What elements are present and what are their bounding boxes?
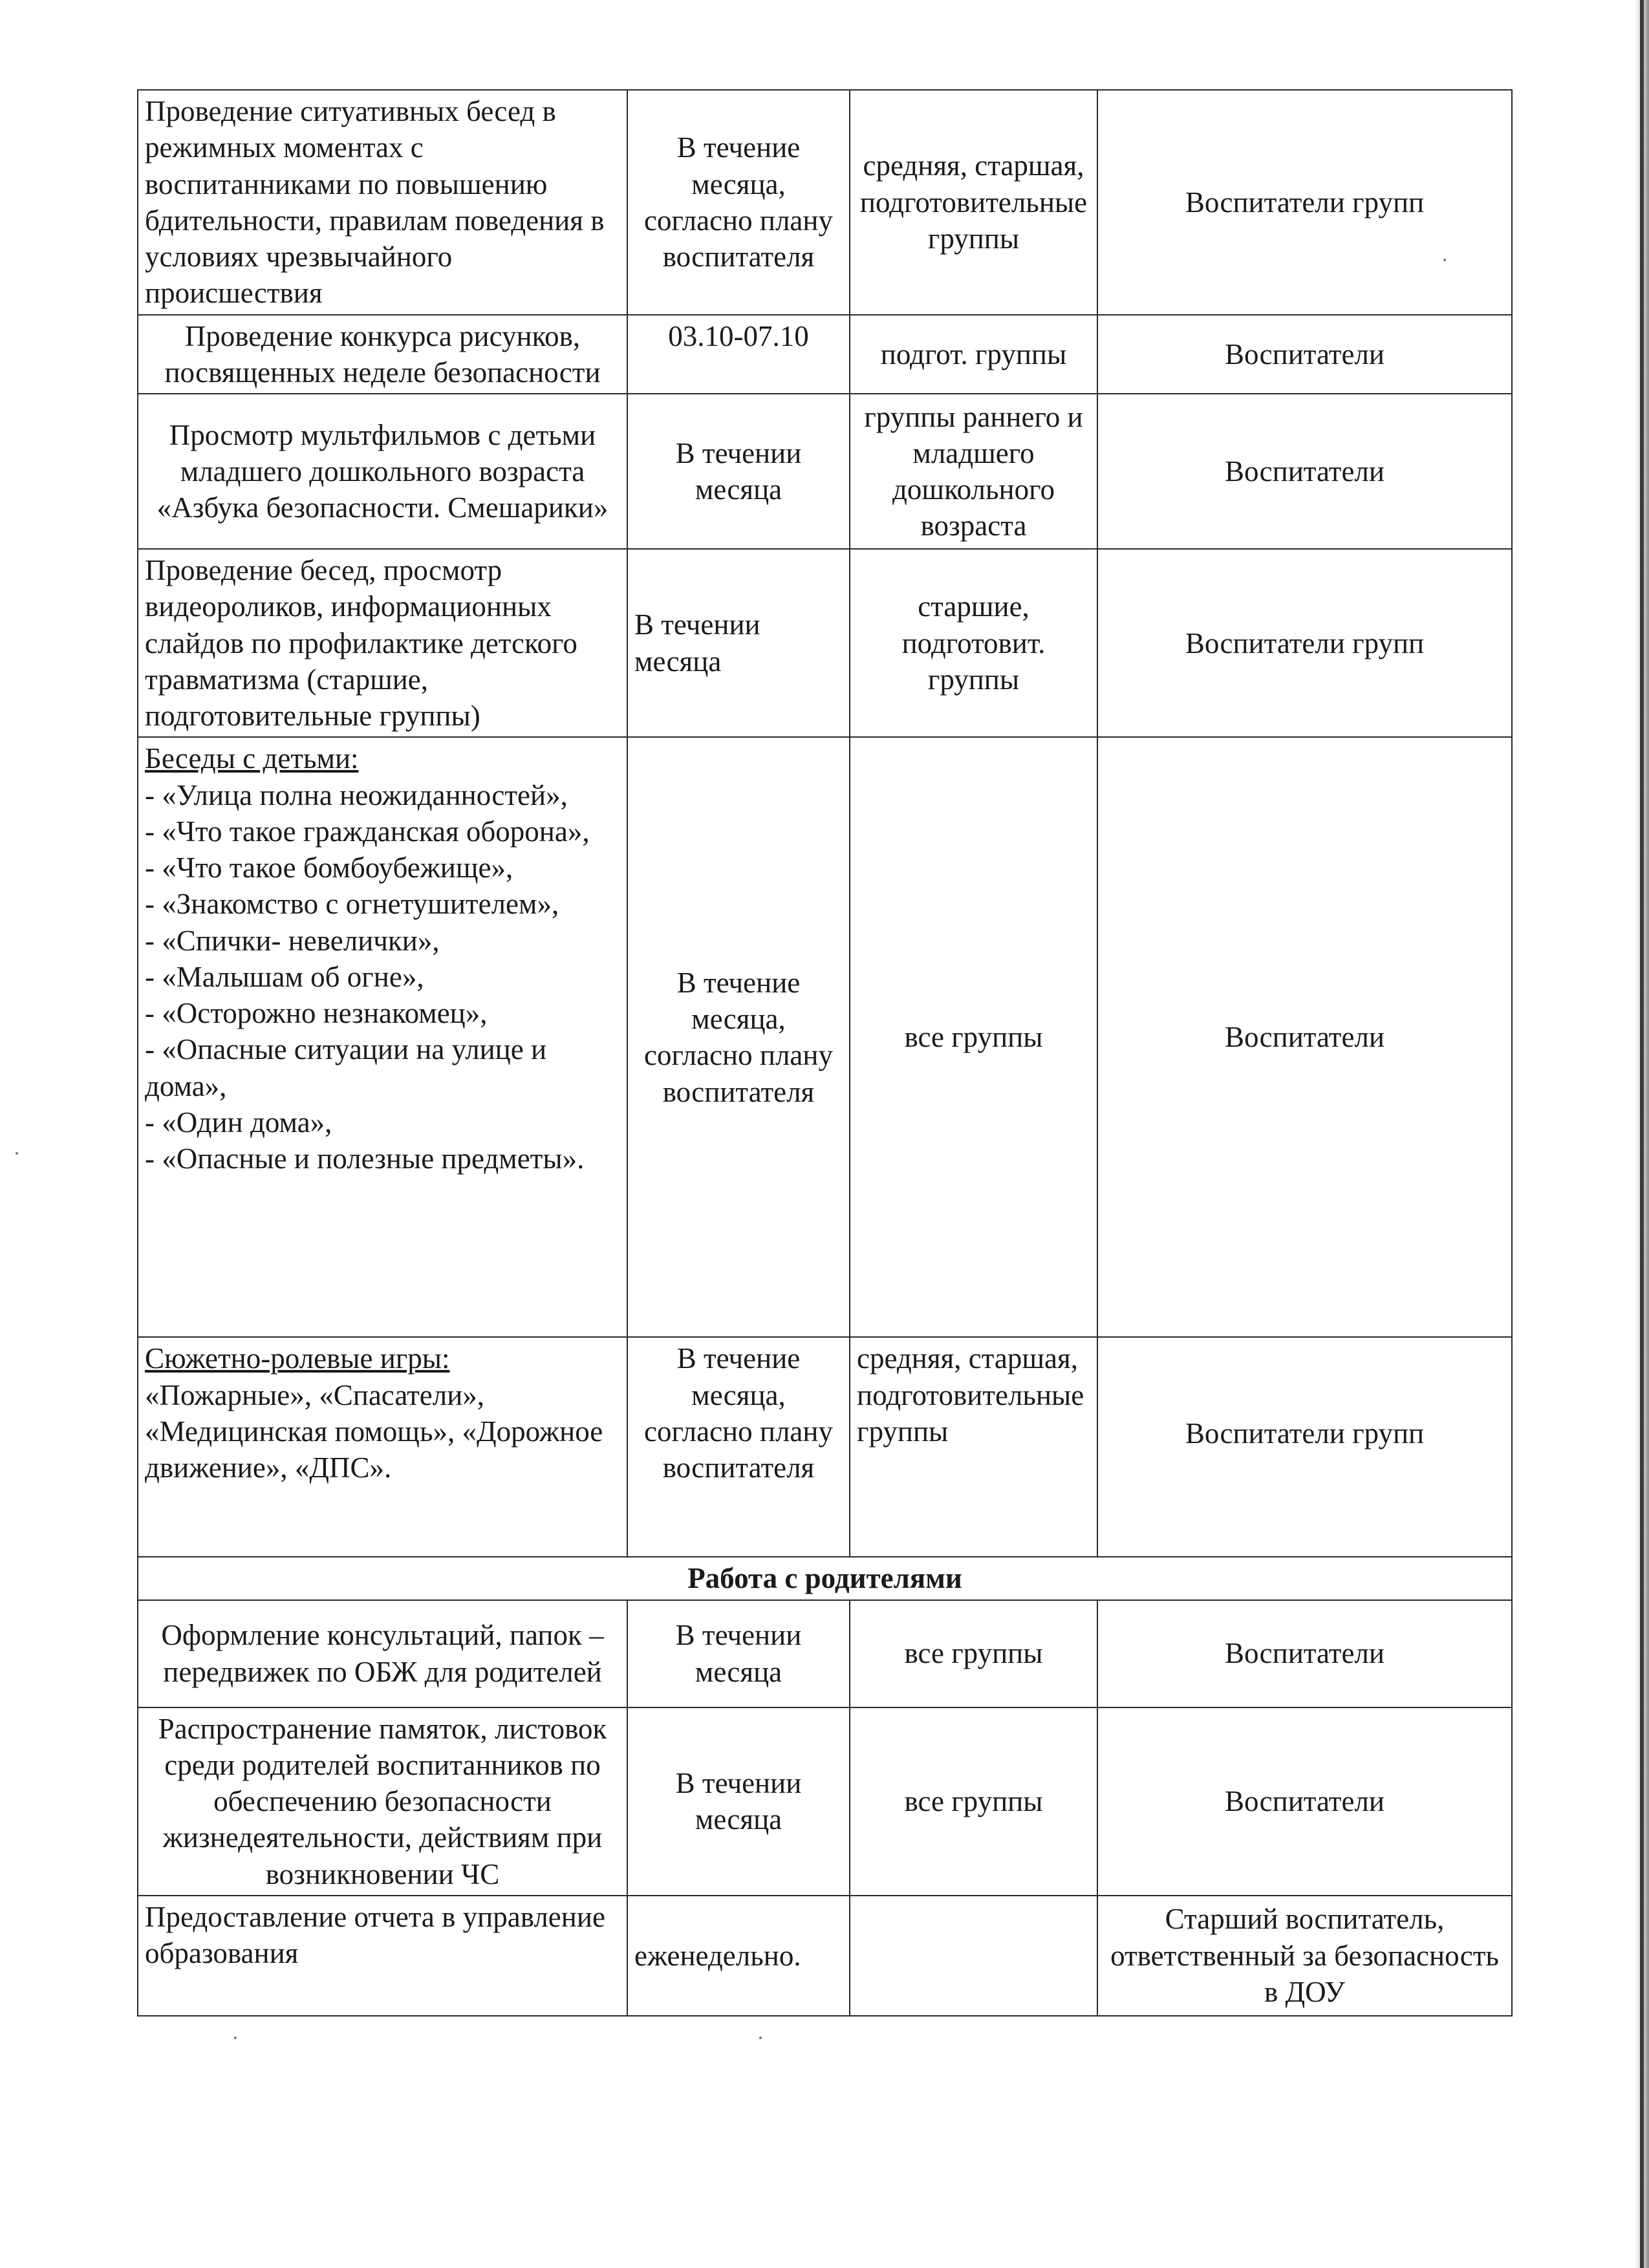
activity-cell: Распространение памяток, листовок среди родителей воспитанников по обеспечению безопасности жизнедеятельности, действиям при возникновении ЧС	[138, 1707, 627, 1896]
table-row	[138, 1337, 1512, 1557]
groups-cell: подгот. группы	[850, 315, 1097, 394]
list-item: - «Улица полна неожиданностей»,	[145, 778, 568, 811]
groups-cell: все группы	[850, 1707, 1097, 1896]
responsible-cell: Воспитатели	[1097, 1600, 1512, 1707]
list-item: - «Опасные и полезные предметы».	[145, 1142, 585, 1175]
date-cell: В течении месяца	[627, 1707, 850, 1896]
games-text: «Пожарные», «Спасатели», «Медицинская помощь», «Дорожное движение», «ДПС».	[145, 1378, 603, 1484]
activity-cell: Проведение конкурса рисунков, посвященных неделе безопасности	[138, 315, 627, 394]
table-row	[138, 1707, 1512, 1896]
games-cell	[138, 1337, 627, 1557]
list-item: - «Что такое бомбоубежище»,	[145, 851, 513, 884]
scan-speck	[759, 2037, 762, 2039]
scan-speck	[234, 2037, 237, 2039]
activity-cell: Оформление консультаций, папок – передвижек по ОБЖ для родителей	[138, 1600, 627, 1707]
activity-cell: Предоставление отчета в управление образования	[138, 1896, 627, 2016]
scan-speck	[16, 1152, 18, 1155]
list-item: - «Осторожно незнакомец»,	[145, 997, 488, 1029]
table-row	[138, 90, 1512, 315]
groups-cell	[850, 1896, 1097, 2016]
table-row	[138, 394, 1512, 549]
list-item: - «Спички- невелички»,	[145, 924, 440, 957]
date-cell: 03.10-07.10	[627, 315, 850, 394]
table-row	[138, 315, 1512, 394]
section-row	[138, 1557, 1512, 1599]
date-cell: В течение месяца, согласно плану воспитателя	[627, 1337, 850, 1557]
list-item: - «Что такое гражданская оборона»,	[145, 815, 590, 848]
list-item: - «Опасные ситуации на улице и дома»,	[145, 1033, 547, 1102]
groups-cell: группы раннего и младшего дошкольного возраста	[850, 394, 1097, 549]
responsible-cell: Воспитатели	[1097, 394, 1512, 549]
groups-cell: средняя, старшая, подготовительные группы	[850, 1337, 1097, 1557]
date-cell: В течение месяца, согласно плану воспитателя	[627, 90, 850, 315]
table-row	[138, 1896, 1512, 2016]
responsible-cell: Воспитатели	[1097, 1707, 1512, 1896]
section-title: Работа с родителями	[138, 1557, 1512, 1599]
list-item: - «Один дома»,	[145, 1106, 332, 1139]
responsible-cell: Воспитатели групп	[1097, 1337, 1512, 1557]
games-heading: Сюжетно-ролевые игры:	[145, 1342, 450, 1375]
activity-cell: Проведение ситуативных бесед в режимных моментах с воспитанниками по повышению бдительности, правилам поведения в условиях чрезвычайного происшествия	[138, 90, 627, 315]
list-item: - «Малышам об огне»,	[145, 960, 424, 993]
talks-heading: Беседы с детьми:	[145, 742, 359, 775]
responsible-cell: Воспитатели	[1097, 315, 1512, 394]
table-row	[138, 549, 1512, 737]
date-cell: В течении месяца	[627, 1600, 850, 1707]
date-cell: еженедельно.	[627, 1896, 850, 2016]
responsible-cell: Воспитатели групп	[1097, 90, 1512, 315]
responsible-cell: Воспитатели групп	[1097, 549, 1512, 737]
date-cell: В течении месяца	[627, 549, 850, 737]
activity-cell: Просмотр мультфильмов с детьми младшего дошкольного возраста «Азбука безопасности. Смешарики»	[138, 394, 627, 549]
table-row	[138, 1600, 1512, 1707]
table-row	[138, 737, 1512, 1337]
date-cell: В течении месяца	[627, 394, 850, 549]
talks-cell	[138, 737, 627, 1337]
scan-edge-line	[1640, 0, 1644, 2268]
groups-cell: все группы	[850, 737, 1097, 1337]
date-cell: В течение месяца, согласно плану воспитателя	[627, 737, 850, 1337]
groups-cell: все группы	[850, 1600, 1097, 1707]
responsible-cell: Старший воспитатель, ответственный за безопасность в ДОУ	[1097, 1896, 1512, 2016]
groups-cell: старшие, подготовит. группы	[850, 549, 1097, 737]
safety-plan-table	[137, 89, 1513, 2017]
activity-cell: Проведение бесед, просмотр видеороликов, информационных слайдов по профилактике детского травматизма (старшие, подготовительные группы)	[138, 549, 627, 737]
groups-cell: средняя, старшая, подготовительные группы	[850, 90, 1097, 315]
list-item: - «Знакомство с огнетушителем»,	[145, 888, 559, 921]
responsible-cell: Воспитатели	[1097, 737, 1512, 1337]
